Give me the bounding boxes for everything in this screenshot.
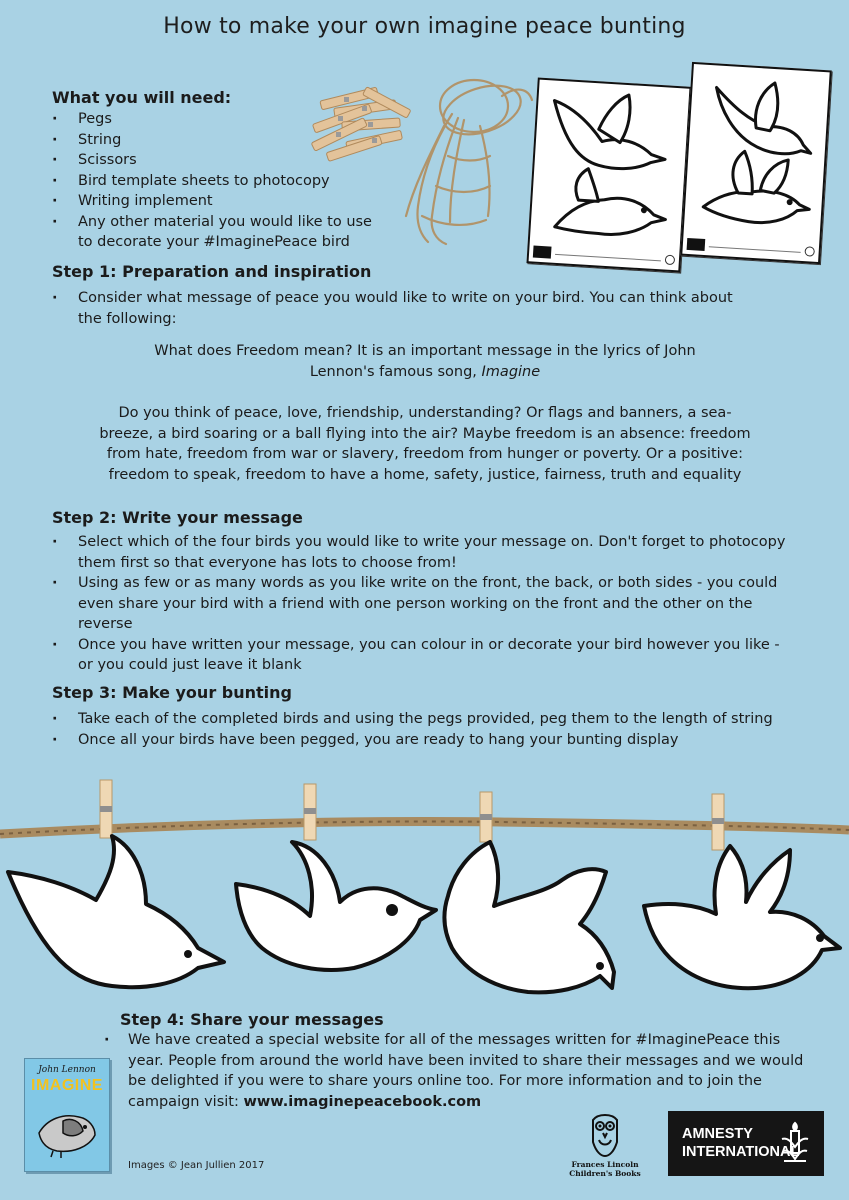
step4-heading: Step 4: Share your messages [120, 1010, 384, 1029]
page-title: How to make your own imagine peace bunting [163, 14, 686, 39]
owl-icon [588, 1112, 622, 1158]
step1-quote [120, 341, 730, 382]
list-item: · Once you have written your message, you can colour in or decorate your bird however you like - or you could just leave it blank [52, 635, 792, 676]
step3-heading: Step 3: Make your bunting [52, 683, 292, 702]
pigeon-icon [33, 1099, 101, 1159]
step1-heading: Step 1: Preparation and inspiration [52, 262, 372, 281]
bird-outline-icon [688, 70, 824, 237]
step4-text: We have created a special website for all of the messages written for #ImaginePeace this year. People from around the world have been invited to share their messages and we would be delighted if you were to share yours online too. For more information and to join the campaign visit: [128, 1032, 804, 1110]
candle-icon [780, 1121, 810, 1167]
list-item: · Using as few or as many words as you like write on the front, the back, or both sides - you could even share your bird with a friend with one person working on the front and the other on the reverse [52, 573, 792, 635]
needs-heading: What you will need: [52, 88, 232, 107]
list-item: · Consider what message of peace you would like to write on your bird. You can think about the following: [52, 288, 742, 329]
book-title: IMAGINE [31, 1077, 103, 1094]
step1-paragraph: Do you think of peace, love, friendship, understanding? Or flags and banners, a sea-breeze, a bird soaring or a ball flying into the air? Maybe freedom is an absence: freedom from hate, freedom from war or slavery, freedom from hunger or poverty. Or a positive: freedom to speak, freedom to have a home, safety, justice, fairness, truth and equality [99, 405, 751, 483]
bunting-illustration [0, 776, 849, 1008]
bird-4-icon [644, 846, 840, 988]
sheet-logo-icon [533, 246, 552, 259]
template-sheet [526, 77, 691, 272]
image-credit: Images © Jean Jullien 2017 [128, 1160, 265, 1171]
campaign-link[interactable]: www.imaginepeacebook.com [243, 1093, 482, 1110]
bird-3-icon [445, 842, 614, 992]
bird-2-icon [236, 842, 436, 970]
book-cover [24, 1058, 110, 1172]
step3-list [52, 709, 792, 750]
bird-outline-icon [536, 86, 683, 244]
step4-list [104, 1030, 808, 1112]
step2-heading: Step 2: Write your message [52, 508, 303, 527]
list-item: · Pegs [52, 109, 382, 130]
sheet-logo-icon [687, 238, 706, 251]
list-item: · Once all your birds have been pegged, you are ready to hang your bunting display [52, 730, 792, 751]
list-item: · Any other material you would like to use to decorate your #ImaginePeace bird [52, 212, 382, 253]
publisher-logo-text: Frances Lincoln Children's Books [569, 1160, 641, 1178]
step1-list [52, 288, 742, 329]
amnesty-logo-text: AMNESTY INTERNATIONAL [682, 1126, 800, 1160]
list-item: · Select which of the four birds you would like to write your message on. Don't forget to photocopy them first so that everyone has lots to choose from! [52, 532, 792, 573]
list-item: · Scissors [52, 150, 382, 171]
bird-1-icon [8, 836, 224, 987]
song-title: Imagine [481, 363, 541, 380]
book-author: John Lennon [38, 1065, 96, 1075]
step1-quote-text: What does Freedom mean? It is an important message in the lyrics of John Lennon's famous song, [154, 343, 696, 380]
string-illustration [392, 66, 542, 250]
step2-list [52, 532, 792, 676]
list-item: · Bird template sheets to photocopy [52, 171, 382, 192]
list-item: · Writing implement [52, 191, 382, 212]
list-item: · String [52, 130, 382, 151]
amnesty-logo [668, 1111, 824, 1176]
list-item [104, 1030, 808, 1112]
template-sheet [680, 62, 832, 264]
list-item: · Take each of the completed birds and using the pegs provided, peg them to the length of string [52, 709, 792, 730]
peg-icon [100, 780, 724, 850]
